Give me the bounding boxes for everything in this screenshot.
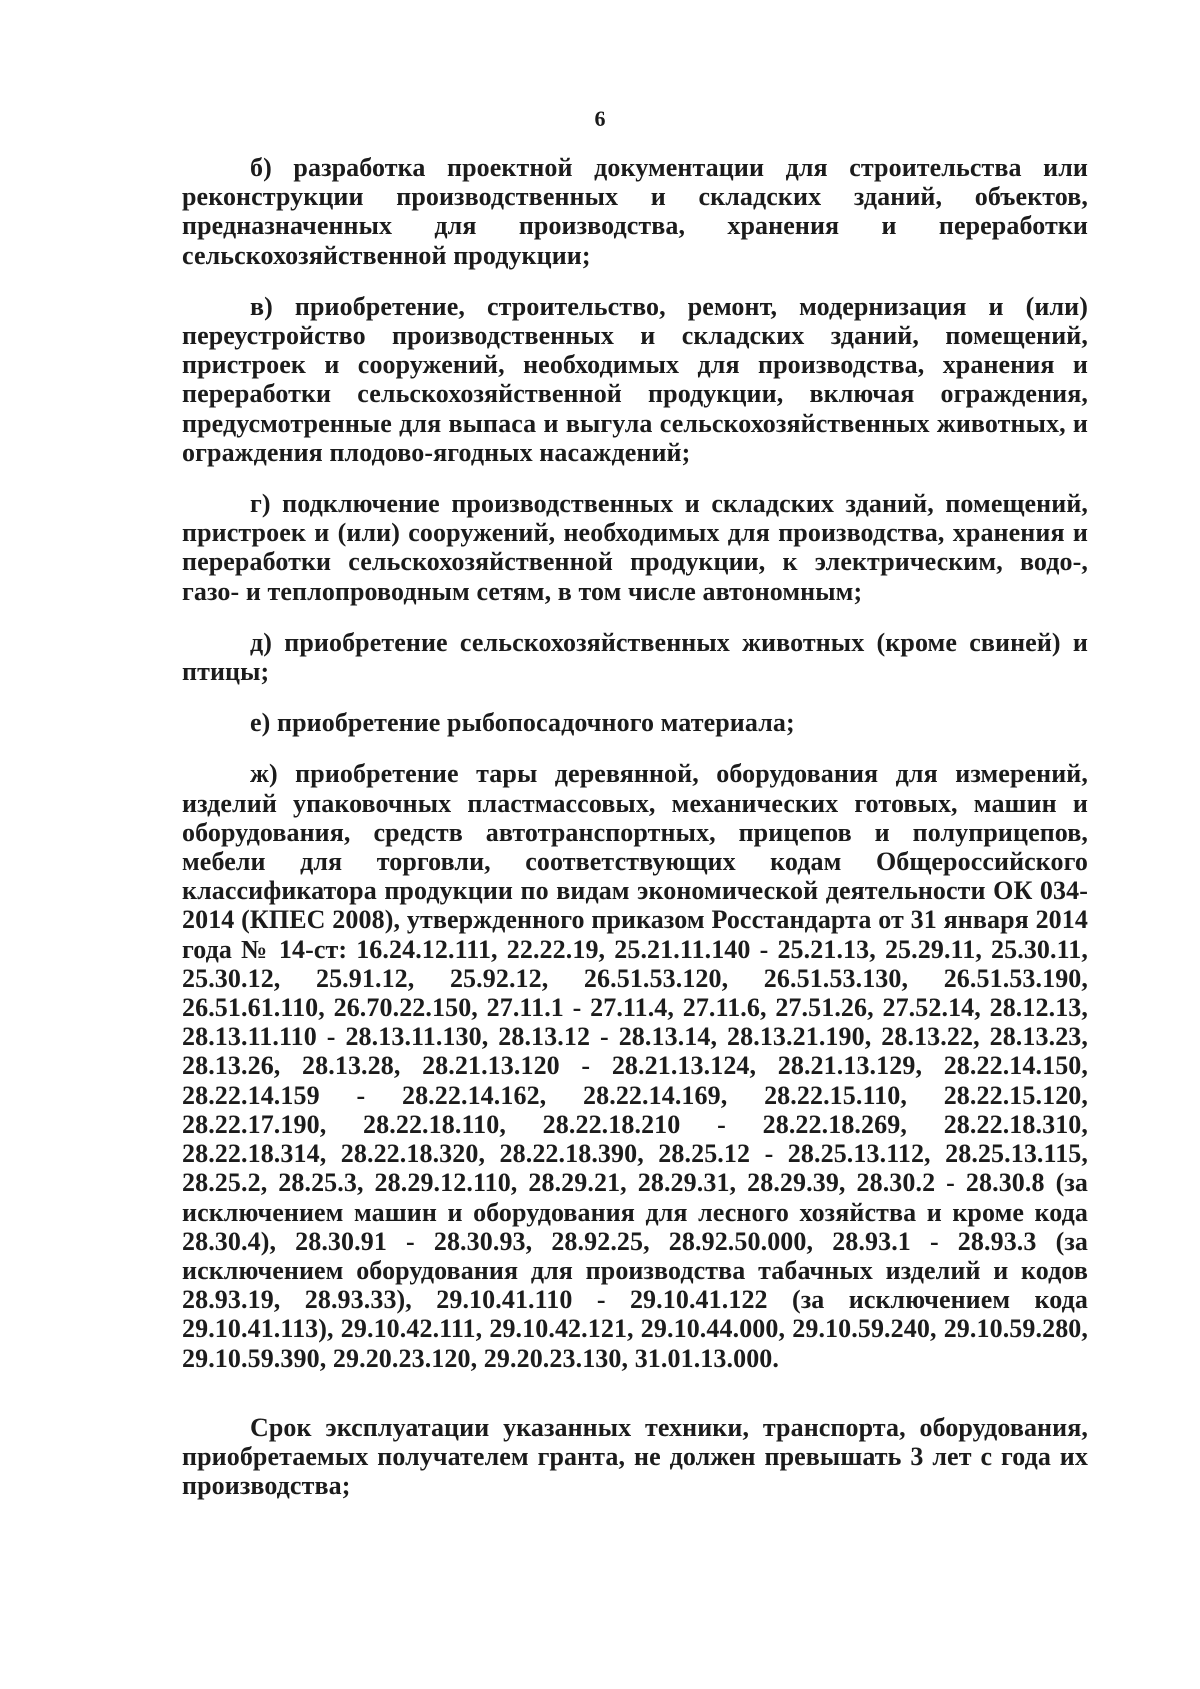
page-number: 6: [594, 106, 606, 131]
document-body: [182, 153, 1088, 1500]
paragraph-d: д) приобретение сельскохозяйственных животных (кроме свиней) и птицы;: [182, 627, 1088, 687]
paragraph-zh: ж) приобретение тары деревянной, оборудования для измерений, изделий упаковочных пластмассовых, механических готовых, машин и оборудования, средств автотранспортных, прицепов и полуприцепов, мебели для торговли, соответствующих кодам Общероссийского классификатора продукции по видам экономической деятельности ОК 034-2014 (КПЕС 2008), утвержденного приказом Росстандарта от 31 января 2014 года № 14-ст: 16.24.12.111, 22.22.19, 25.21.11.140 - 25.21.13, 25.29.11, 25.30.11, 25.30.12, 25.91.12, 25.92.12, 26.51.53.120, 26.51.53.130, 26.51.53.190, 26.51.61.110, 26.70.22.150, 27.11.1 - 27.11.4, 27.11.6, 27.51.26, 27.52.14, 28.12.13, 28.13.11.110 - 28.13.11.130, 28.13.12 - 28.13.14, 28.13.21.190, 28.13.22, 28.13.23, 28.13.26, 28.13.28, 28.21.13.120 - 28.21.13.124, 28.21.13.129, 28.22.14.150, 28.22.14.159 - 28.22.14.162, 28.22.14.169, 28.22.15.110, 28.22.15.120, 28.22.17.190, 28.22.18.110, 28.22.18.210 - 28.22.18.269, 28.22.18.310, 28.22.18.314, 28.22.18.320, 28.22.18.390, 28.25.12 - 28.25.13.112, 28.25.13.115, 28.25.2, 28.25.3, 28.29.12.110, 28.29.21, 28.29.31, 28.29.39, 28.30.2 - 28.30.8 (за исключением машин и оборудования для лесного хозяйства и кроме кода 28.30.4), 28.30.91 - 28.30.93, 28.92.25, 28.92.50.000, 28.93.1 - 28.93.3 (за исключением оборудования для производства табачных изделий и кодов 28.93.19, 28.93.33), 29.10.41.110 - 29.10.41.122 (за исключением кода 29.10.41.113), 29.10.42.111, 29.10.42.121, 29.10.44.000, 29.10.59.240, 29.10.59.280, 29.10.59.390, 29.20.23.120, 29.20.23.130, 31.01.13.000.: [182, 759, 1088, 1373]
paragraph-v: в) приобретение, строительство, ремонт, модернизация и (или) переустройство производственных и складских зданий, помещений, пристроек и сооружений, необходимых для производства, хранения и переработки сельскохозяйственной продукции, включая ограждения, предусмотренные для выпаса и выгула сельскохозяйственных животных, и ограждения плодово-ягодных насаждений;: [182, 291, 1088, 467]
paragraph-service-life: Срок эксплуатации указанных техники, транспорта, оборудования, приобретаемых получателем гранта, не должен превышать 3 лет с года их производства;: [182, 1412, 1088, 1501]
paragraph-e: е) приобретение рыбопосадочного материала;: [250, 708, 795, 738]
paragraph-b: б) разработка проектной документации для строительства или реконструкции производственных и складских зданий, объектов, предназначенных для производства, хранения и переработки сельскохозяйственной продукции;: [182, 153, 1088, 270]
paragraph-g: г) подключение производственных и складских зданий, помещений, пристроек и (или) сооружений, необходимых для производства, хранения и переработки сельскохозяйственной продукции, к электрическим, водо-, газо- и теплопроводным сетям, в том числе автономным;: [182, 489, 1088, 606]
